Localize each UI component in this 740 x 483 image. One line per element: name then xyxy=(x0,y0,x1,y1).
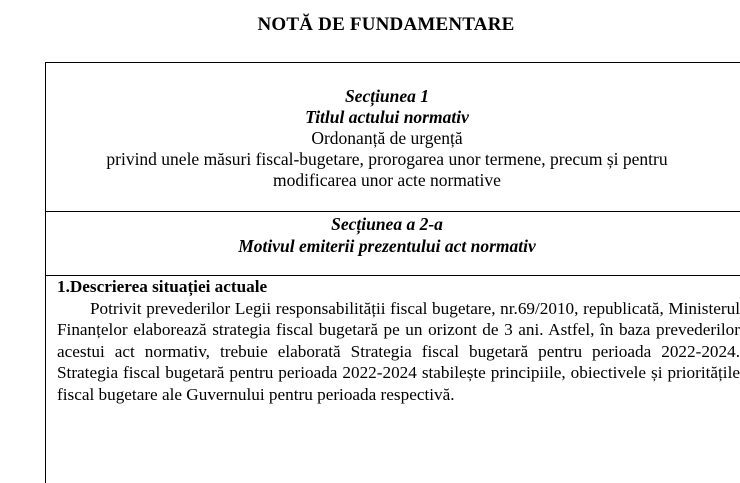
section-1-heading: Secțiunea 1 xyxy=(344,86,430,106)
act-type: Ordonanță de urgență xyxy=(311,128,463,148)
act-title-line-1: privind unele măsuri fiscal-bugetare, prorogarea unor termene, precum și pentru xyxy=(106,149,668,169)
current-situation-section xyxy=(57,276,740,405)
document-title: NOTĂ DE FUNDAMENTARE xyxy=(257,14,515,35)
section-divider xyxy=(45,211,740,212)
section-1-subheading: Titlul actului normativ xyxy=(305,107,469,127)
current-situation-paragraph: Potrivit prevederilor Legii responsabilității fiscal bugetare, nr.69/2010, republicată, Ministerul Finanțelor elaborează strategia fiscal bugetară pe un orizont de 3 ani. Astfel, în baza prevederilor acestui act normativ, trebuie elaborată Strategia fiscal bugetară pentru perioada 2022-2024. Strategia fiscal bugetară pentru perioada 2022-2024 stabilește principiile, obiectivele și prioritățile fiscal bugetare ale Guvernului pentru perioada respectivă. xyxy=(57,298,740,404)
section-2-subheading: Motivul emiterii prezentului act normativ xyxy=(238,236,536,256)
section-1 xyxy=(46,86,728,191)
section-2 xyxy=(46,213,728,257)
section-2-heading: Secțiunea a 2-a xyxy=(331,214,443,234)
current-situation-heading: 1.Descrierea situației actuale xyxy=(57,277,268,296)
act-title-line-2: modificarea unor acte normative xyxy=(273,170,501,190)
